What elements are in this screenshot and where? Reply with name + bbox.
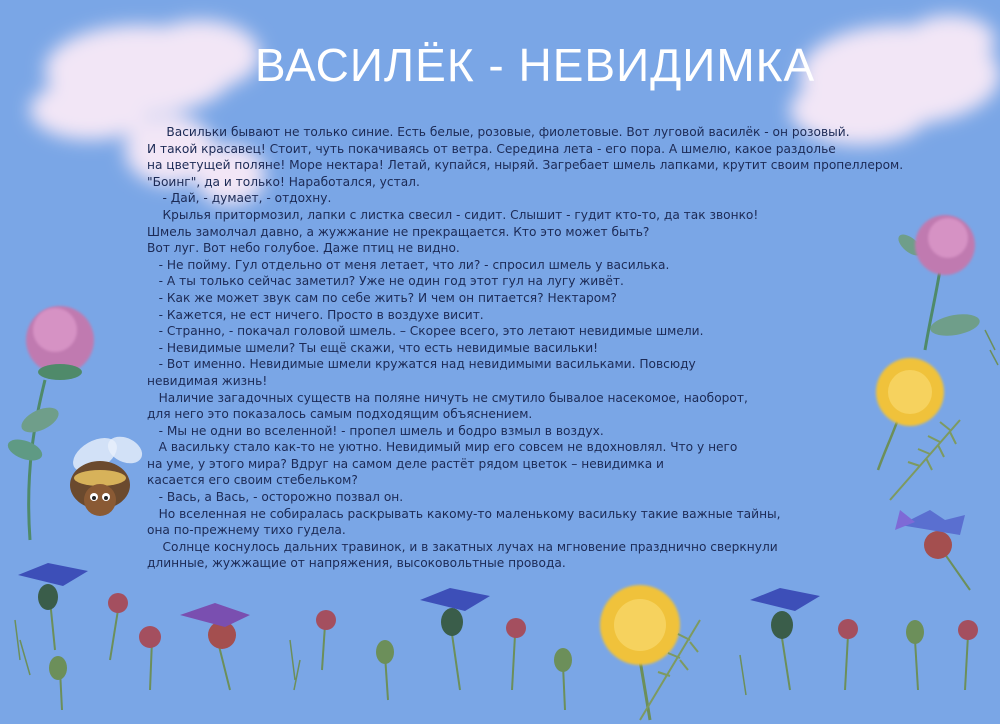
story-text	[147, 124, 904, 572]
story-line: - Вот именно. Невидимые шмели кружатся над невидимыми васильками. Повсюду	[147, 357, 696, 372]
story-line: - Вась, а Вась, - осторожно позвал он.	[147, 490, 404, 505]
story-line: - А ты только сейчас заметил? Уже не один год этот гул на лугу живёт.	[147, 274, 624, 289]
story-line: Шмель замолчал давно, а жужжание не прекращается. Кто это может быть?	[147, 224, 650, 239]
story-line: Крылья притормозил, лапки с листка свесил - сидит. Слышит - гудит кто-то, да так звонко!	[147, 207, 759, 222]
story-line: Но вселенная не собиралась раскрывать какому-то маленькому васильку такие важные тайны,	[147, 506, 781, 521]
page-title: ВАСИЛЁК - НЕВИДИМКА	[254, 39, 816, 91]
story-line: на цветущей поляне! Море нектара! Летай, купайся, ныряй. Загребает шмель лапками, крутит своим пропеллером.	[147, 158, 904, 173]
story-line: длинные, жужжащие от напряжения, высоковольтные провода.	[147, 556, 566, 571]
story-line: - Кажется, не ест ничего. Просто в воздухе висит.	[147, 307, 484, 322]
story-line: - Как же может звук сам по себе жить? И чем он питается? Нектаром?	[147, 290, 617, 305]
story-line: на уме, у этого мира? Вдруг на самом деле растёт рядом цветок – невидимка и	[147, 456, 664, 471]
story-line: - Не пойму. Гул отдельно от меня летает, что ли? - спросил шмель у василька.	[147, 257, 670, 272]
story-line: Вот луг. Вот небо голубое. Даже птиц не видно.	[147, 241, 460, 256]
story-line: Наличие загадочных существ на поляне ничуть не смутило бывалое насекомое, наоборот,	[147, 390, 748, 405]
story-line: касается его своим стебельком?	[147, 473, 358, 488]
story-line: Васильки бывают не только синие. Есть белые, розовые, фиолетовые. Вот луговой василёк - он розовый.	[147, 125, 850, 139]
story-line: - Странно, - покачал головой шмель. – Скорее всего, это летают невидимые шмели.	[147, 324, 704, 339]
story-line: она по-прежнему тихо гудела.	[147, 523, 346, 538]
story-line: невидимая жизнь!	[147, 373, 268, 388]
story-line: - Дай, - думает, - отдохну.	[147, 191, 332, 206]
story-line: И такой красавец! Стоит, чуть покачиваясь от ветра. Середина лета - его пора. А шмелю, какое раздолье	[147, 141, 836, 156]
story-line: для него это показалось самым подходящим объяснением.	[147, 407, 533, 422]
story-line: - Невидимые шмели? Ты ещё скажи, что есть невидимые васильки!	[147, 340, 599, 355]
story-line: "Боинг", да и только! Наработался, устал.	[147, 174, 420, 189]
story-line: - Мы не одни во вселенной! - пропел шмель и бодро взмыл в воздух.	[147, 423, 604, 438]
story-line: А васильку стало как-то не уютно. Невидимый мир его совсем не вдохновлял. Что у него	[147, 440, 738, 455]
story-line: Солнце коснулось дальних травинок, и в закатных лучах на мгновение празднично сверкнули	[147, 539, 778, 554]
